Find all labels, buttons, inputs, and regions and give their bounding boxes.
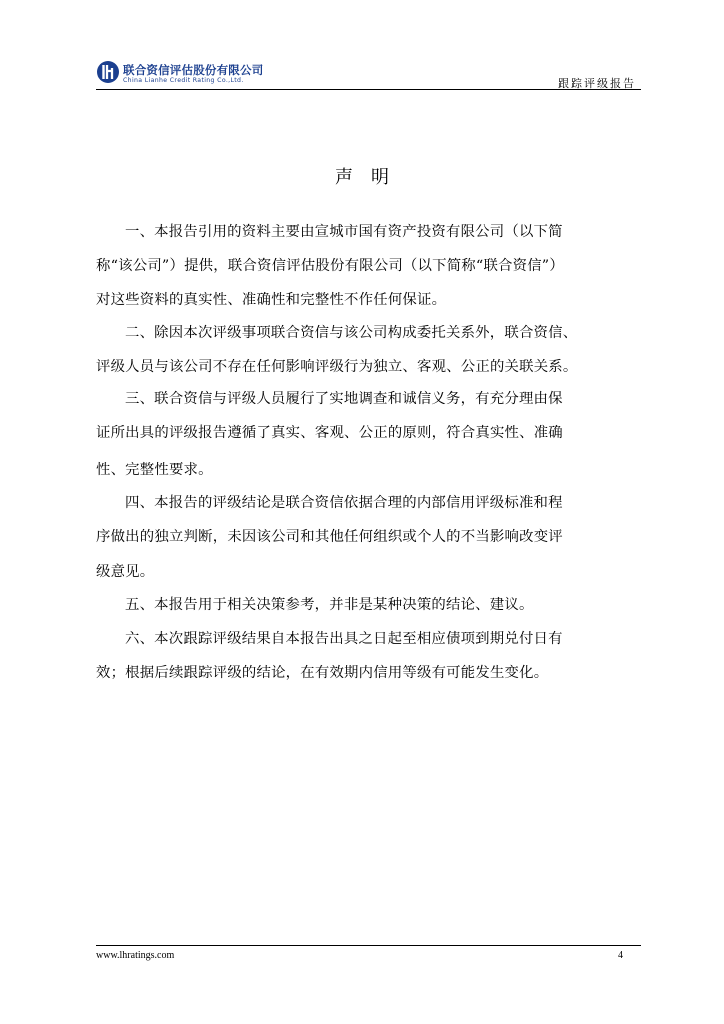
header-divider (96, 89, 641, 90)
paragraph-line: 证所出具的评级报告遵循了真实、客观、公正的原则，符合真实性、准确 (96, 425, 563, 441)
footer-divider (96, 945, 641, 946)
paragraph-line: 性、完整性要求。 (96, 462, 213, 478)
paragraph-line: 一、本报告引用的资料主要由宣城市国有资产投资有限公司（以下简 (125, 224, 563, 240)
paragraph-line: 六、本次跟踪评级结果自本报告出具之日起至相应债项到期兑付日有 (125, 631, 563, 647)
paragraph-line: 三、联合资信与评级人员履行了实地调查和诚信义务，有充分理由保 (125, 391, 563, 407)
paragraph-line: 四、本报告的评级结论是联合资信依据合理的内部信用评级标准和程 (125, 495, 563, 511)
footer-website: www.lhratings.com (96, 950, 175, 961)
paragraph-line: 对这些资料的真实性、准确性和完整性不作任何保证。 (96, 292, 447, 308)
company-logo-icon (96, 60, 120, 84)
page-number: 4 (618, 950, 623, 961)
paragraph-line: 称“该公司”）提供，联合资信评估股份有限公司（以下简称“联合资信”） (96, 258, 564, 274)
paragraph-line: 级意见。 (96, 564, 155, 580)
company-name-en: China Lianhe Credit Rating Co.,Ltd. (123, 77, 244, 84)
company-name-cn: 联合资信评估股份有限公司 (123, 63, 264, 77)
paragraph-line: 效；根据后续跟踪评级的结论，在有效期内信用等级有可能发生变化。 (96, 665, 549, 681)
paragraph-line: 评级人员与该公司不存在任何影响评级行为独立、客观、公正的关联关系。 (96, 359, 578, 375)
paragraph-line: 序做出的独立判断，未因该公司和其他任何组织或个人的不当影响改变评 (96, 529, 563, 545)
page-header (96, 58, 640, 92)
report-type: 跟踪评级报告 (558, 77, 636, 90)
paragraph-line: 二、除因本次评级事项联合资信与该公司构成委托关系外，联合资信、 (125, 325, 578, 341)
page-title: 声明 (335, 167, 407, 188)
paragraph-line: 五、本报告用于相关决策参考，并非是某种决策的结论、建议。 (125, 597, 534, 613)
